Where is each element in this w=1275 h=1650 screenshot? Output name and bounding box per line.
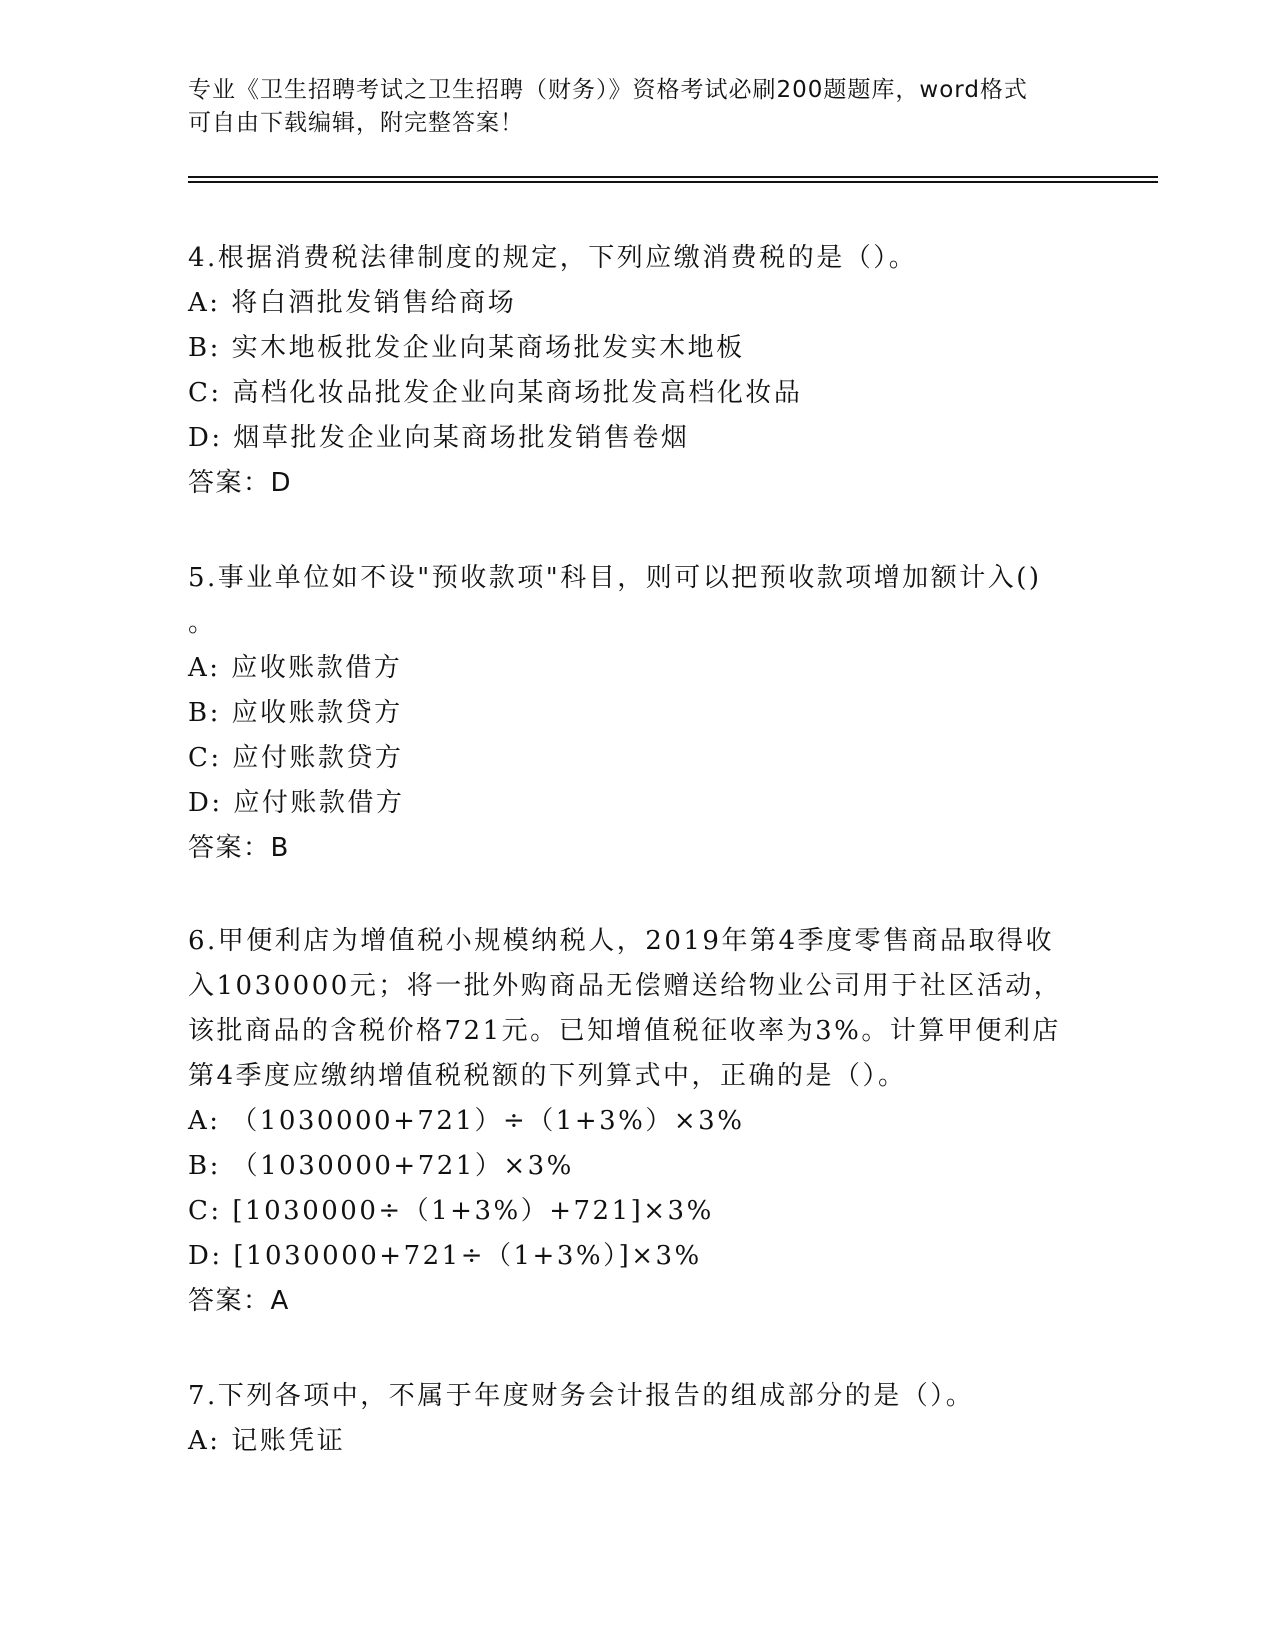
option-d: D: 应付账款借方: [188, 788, 405, 818]
option-d: D: 烟草批发企业向某商场批发销售卷烟: [188, 423, 690, 453]
question-4: [188, 236, 1088, 506]
question-text: 7.下列各项中，不属于年度财务会计报告的组成部分的是（）。: [188, 1381, 975, 1411]
option-b: B: 实木地板批发企业向某商场批发实木地板: [188, 333, 745, 363]
option-a: A: 应收账款借方: [188, 653, 403, 683]
option-b: B: 应收账款贷方: [188, 698, 403, 728]
answer: 答案：A: [188, 1286, 290, 1316]
option-d: D: [1030000+721÷（1+3%）]×3%: [188, 1241, 702, 1271]
question-text: 4.根据消费税法律制度的规定，下列应缴消费税的是（）。: [188, 243, 918, 273]
option-b: B: （1030000+721）×3%: [188, 1151, 574, 1181]
option-a: A: （1030000+721）÷（1+3%）×3%: [188, 1106, 745, 1136]
document-header: 专业《卫生招聘考试之卫生招聘（财务）》资格考试必刷200题题库，word格式 可自由下载编辑，附完整答案！: [188, 77, 1028, 136]
header-divider-top: [188, 176, 1158, 178]
option-a: A: 记账凭证: [188, 1426, 346, 1456]
question-6: [188, 919, 1088, 1324]
question-text: 5.事业单位如不设"预收款项"科目，则可以把预收款项增加额计入() 。: [188, 563, 1042, 638]
question-7: [188, 1374, 1088, 1464]
header-divider-bottom: [188, 181, 1158, 183]
option-c: C: 高档化妆品批发企业向某商场批发高档化妆品: [188, 378, 803, 408]
option-a: A: 将白酒批发销售给商场: [188, 288, 517, 318]
option-c: C: [1030000÷（1+3%）+721]×3%: [188, 1196, 714, 1226]
option-c: C: 应付账款贷方: [188, 743, 404, 773]
answer: 答案：B: [188, 833, 290, 863]
answer: 答案：D: [188, 468, 293, 498]
question-5: [188, 556, 1088, 871]
question-text: 6.甲便利店为增值税小规模纳税人，2019年第4季度零售商品取得收 入1030000元；将一批外购商品无偿赠送给物业公司用于社区活动， 该批商品的含税价格721元。已知增值税征收率为3%。计算甲便利店 第4季度应缴纳增值税税额的下列算式中，正确的是（）。: [188, 926, 1063, 1091]
